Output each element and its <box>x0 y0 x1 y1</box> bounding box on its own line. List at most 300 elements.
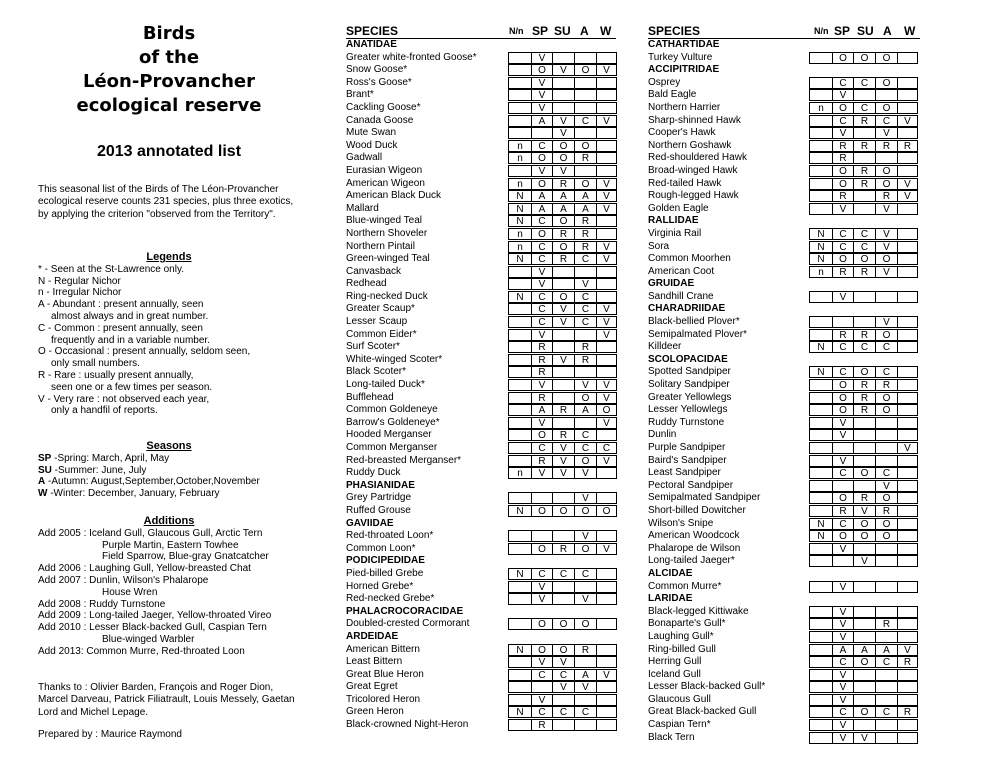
family-row <box>648 278 920 291</box>
status-cell <box>574 77 597 89</box>
family-name: PHALACROCORACIDAE <box>346 605 464 617</box>
species-row <box>346 467 616 480</box>
status-cell: R <box>531 341 553 353</box>
status-cell <box>897 77 918 89</box>
status-cell: V <box>531 77 553 89</box>
status-cell <box>596 467 617 479</box>
status-cell <box>875 719 898 731</box>
header-species: SPECIES <box>346 24 399 38</box>
species-row <box>648 127 920 140</box>
status-cell: V <box>596 455 617 467</box>
header-nn: N/n <box>814 26 829 36</box>
status-cell: V <box>832 203 854 215</box>
status-cell <box>508 115 532 127</box>
status-cell: V <box>596 303 617 315</box>
status-cell: O <box>531 543 553 555</box>
species-name: Common Eider* <box>346 328 417 340</box>
species-name: Broad-winged Hawk <box>648 164 738 176</box>
status-cell: V <box>832 631 854 643</box>
status-cell: V <box>531 165 553 177</box>
status-cell: R <box>853 266 876 278</box>
species-row <box>648 228 920 241</box>
status-cell <box>897 379 918 391</box>
status-cell: R <box>853 140 876 152</box>
additions-section <box>38 516 300 658</box>
family-row <box>346 631 616 644</box>
status-cell <box>552 581 575 593</box>
status-cell <box>853 631 876 643</box>
status-cell: V <box>596 379 617 391</box>
status-cell: V <box>552 64 575 76</box>
species-name: Cooper's Hawk <box>648 127 716 139</box>
species-row <box>346 291 616 304</box>
species-row <box>346 152 616 165</box>
status-cell <box>809 492 833 504</box>
status-cell: V <box>596 417 617 429</box>
status-cell: C <box>853 228 876 240</box>
season-code: SP <box>38 452 52 464</box>
status-cell: C <box>531 669 553 681</box>
species-row <box>346 64 616 77</box>
status-cell: C <box>531 241 553 253</box>
species-row <box>648 203 920 216</box>
species-name: Bald Eagle <box>648 89 697 101</box>
species-row <box>346 706 616 719</box>
status-cell: O <box>574 64 597 76</box>
status-cell: R <box>552 543 575 555</box>
status-cell <box>508 618 532 630</box>
species-row <box>346 656 616 669</box>
species-name: Iceland Gull <box>648 668 701 680</box>
status-cell: R <box>574 354 597 366</box>
addition-line: Add 2007 : Dunlin, Wilson's Phalarope <box>38 574 209 586</box>
status-cell <box>574 329 597 341</box>
species-row <box>346 203 616 216</box>
species-row <box>346 190 616 203</box>
status-cell <box>853 316 876 328</box>
status-cell <box>853 417 876 429</box>
status-cell <box>508 581 532 593</box>
status-cell <box>832 316 854 328</box>
status-cell <box>596 618 617 630</box>
status-cell <box>531 127 553 139</box>
status-cell: N <box>508 644 532 656</box>
status-cell <box>552 392 575 404</box>
status-cell: V <box>531 89 553 101</box>
species-row <box>648 392 920 405</box>
status-cell: O <box>531 228 553 240</box>
status-cell: R <box>897 656 918 668</box>
status-cell: O <box>832 404 854 416</box>
species-name: Lesser Yellowlegs <box>648 404 728 416</box>
status-cell: V <box>531 379 553 391</box>
status-cell: C <box>832 366 854 378</box>
status-cell: A <box>574 203 597 215</box>
status-cell: R <box>853 178 876 190</box>
status-cell: R <box>897 706 918 718</box>
status-cell: A <box>875 644 898 656</box>
status-cell: V <box>552 316 575 328</box>
species-name: Wilson's Snipe <box>648 517 714 529</box>
status-cell <box>596 581 617 593</box>
species-name: Northern Pintail <box>346 240 415 252</box>
status-cell: O <box>574 392 597 404</box>
status-cell <box>809 694 833 706</box>
status-cell <box>832 442 854 454</box>
status-cell: V <box>531 694 553 706</box>
status-cell <box>809 467 833 479</box>
status-cell: O <box>596 505 617 517</box>
status-cell: V <box>531 278 553 290</box>
status-cell <box>853 455 876 467</box>
status-cell <box>897 732 918 744</box>
status-cell: C <box>574 115 597 127</box>
table-header <box>346 24 616 39</box>
status-cell: N <box>809 518 833 530</box>
status-cell: n <box>508 140 532 152</box>
status-cell: N <box>809 241 833 253</box>
status-cell: R <box>832 190 854 202</box>
status-cell <box>508 341 532 353</box>
species-row <box>346 644 616 657</box>
species-name: Cackling Goose* <box>346 101 421 113</box>
status-cell <box>596 593 617 605</box>
species-name: Osprey <box>648 76 681 88</box>
status-cell: R <box>574 152 597 164</box>
species-row <box>648 190 920 203</box>
species-row <box>346 568 616 581</box>
seasons-heading: Seasons <box>146 440 192 452</box>
species-row <box>648 152 920 165</box>
species-row <box>346 52 616 65</box>
legend-line: A - Abundant : present annually, seen <box>38 299 204 311</box>
status-cell: R <box>853 115 876 127</box>
species-row <box>346 681 616 694</box>
status-cell <box>809 392 833 404</box>
status-cell: C <box>832 115 854 127</box>
status-cell <box>508 530 532 542</box>
header-sp: SP <box>834 24 851 38</box>
species-name: Greater Yellowlegs <box>648 391 732 403</box>
addition-line: Add 2005 : Iceland Gull, Glaucous Gull, Arctic Tern <box>38 527 263 539</box>
status-cell: V <box>832 606 854 618</box>
species-name: American Woodcock <box>648 530 740 542</box>
status-cell <box>596 706 617 718</box>
status-cell <box>508 656 532 668</box>
status-cell <box>897 492 918 504</box>
species-row <box>648 555 920 568</box>
species-row <box>648 467 920 480</box>
status-cell <box>875 606 898 618</box>
species-name: Northern Goshawk <box>648 139 732 151</box>
species-row <box>648 379 920 392</box>
species-name: Red-necked Grebe* <box>346 593 435 605</box>
status-cell: C <box>875 706 898 718</box>
species-row <box>648 455 920 468</box>
seasons-section <box>38 441 300 500</box>
species-name: Baird's Sandpiper <box>648 454 727 466</box>
species-row <box>346 719 616 732</box>
status-cell: R <box>875 379 898 391</box>
species-name: Wood Duck <box>346 139 398 151</box>
status-cell: V <box>596 329 617 341</box>
legends-list <box>38 264 300 417</box>
species-row <box>346 492 616 505</box>
status-cell <box>875 694 898 706</box>
additions-heading: Additions <box>143 515 195 527</box>
status-cell <box>897 518 918 530</box>
species-name: Great Black-backed Gull <box>648 706 757 718</box>
status-cell: R <box>853 165 876 177</box>
status-cell <box>596 215 617 227</box>
status-cell <box>809 581 833 593</box>
status-cell: C <box>574 706 597 718</box>
status-cell: V <box>552 127 575 139</box>
species-row <box>346 379 616 392</box>
species-name: Sandhill Crane <box>648 290 714 302</box>
status-cell <box>596 656 617 668</box>
status-cell: O <box>832 165 854 177</box>
status-cell: N <box>809 253 833 265</box>
intro-paragraph: This seasonal list of the Birds of The Léon-Provancher ecological reserve counts 231 species, plus three exotics, by applying the criterion "observed from the Territory". <box>38 184 294 220</box>
addition-line: Blue-winged Warbler <box>102 633 195 645</box>
family-row <box>648 64 920 77</box>
species-name: Pectoral Sandpiper <box>648 479 734 491</box>
seasons-list <box>38 453 300 500</box>
species-row <box>648 505 920 518</box>
status-cell <box>809 606 833 618</box>
status-cell: V <box>552 165 575 177</box>
species-name: Doubled-crested Cormorant <box>346 618 470 630</box>
species-row <box>648 581 920 594</box>
status-cell: O <box>531 178 553 190</box>
status-cell: N <box>508 190 532 202</box>
species-row <box>346 341 616 354</box>
status-cell <box>574 266 597 278</box>
status-cell: V <box>897 115 918 127</box>
status-cell <box>596 530 617 542</box>
species-name: Bonaparte's Gull* <box>648 618 726 630</box>
status-cell: R <box>531 719 553 731</box>
species-name: Barrow's Goldeneye* <box>346 416 440 428</box>
status-cell <box>897 404 918 416</box>
legend-line: V - Very rare : not observed each year, <box>38 393 210 405</box>
status-cell: R <box>552 253 575 265</box>
family-name: SCOLOPACIDAE <box>648 353 728 365</box>
species-name: Surf Scoter* <box>346 341 400 353</box>
status-cell <box>809 89 833 101</box>
status-cell <box>832 480 854 492</box>
species-name: Turkey Vulture <box>648 51 713 63</box>
species-row <box>648 631 920 644</box>
family-name: CHARADRIIDAE <box>648 303 726 315</box>
status-cell <box>809 165 833 177</box>
status-cell: C <box>875 366 898 378</box>
species-name: Red-tailed Hawk <box>648 177 722 189</box>
status-cell: N <box>508 215 532 227</box>
status-cell <box>552 329 575 341</box>
status-cell <box>552 52 575 64</box>
species-name: American Bittern <box>346 643 420 655</box>
status-cell: C <box>531 568 553 580</box>
status-cell <box>809 52 833 64</box>
status-cell: O <box>853 253 876 265</box>
status-cell: C <box>832 228 854 240</box>
status-cell: V <box>574 593 597 605</box>
family-row <box>648 568 920 581</box>
family-row <box>346 555 616 568</box>
species-name: Pied-billed Grebe <box>346 567 424 579</box>
species-name: Northern Shoveler <box>346 227 428 239</box>
status-cell: V <box>574 379 597 391</box>
species-name: Semipalmated Sandpiper <box>648 492 761 504</box>
status-cell: C <box>574 429 597 441</box>
status-cell: R <box>853 392 876 404</box>
status-cell: n <box>508 241 532 253</box>
species-name: Eurasian Wigeon <box>346 164 423 176</box>
status-cell: R <box>897 140 918 152</box>
status-cell: O <box>574 455 597 467</box>
status-cell <box>897 89 918 101</box>
season-line <box>38 488 300 500</box>
status-cell <box>508 593 532 605</box>
status-cell <box>596 341 617 353</box>
status-cell: R <box>853 492 876 504</box>
status-cell: R <box>832 505 854 517</box>
season-code: A <box>38 476 46 488</box>
species-name: Semipalmated Plover* <box>648 328 747 340</box>
status-cell: O <box>875 404 898 416</box>
status-cell <box>897 266 918 278</box>
status-cell: O <box>832 530 854 542</box>
status-cell <box>875 455 898 467</box>
species-name: Black Scoter* <box>346 366 407 378</box>
status-cell: C <box>832 341 854 353</box>
status-cell: C <box>832 467 854 479</box>
status-cell: C <box>853 341 876 353</box>
family-row <box>648 215 920 228</box>
status-cell <box>853 127 876 139</box>
status-cell <box>875 417 898 429</box>
species-row <box>346 404 616 417</box>
status-cell: N <box>809 530 833 542</box>
species-name: Killdeer <box>648 341 682 353</box>
species-row <box>346 455 616 468</box>
status-cell: R <box>531 354 553 366</box>
season-desc: -Winter: December, January, February <box>47 488 220 500</box>
status-cell: C <box>531 140 553 152</box>
header-su: SU <box>554 24 571 38</box>
status-cell: V <box>832 581 854 593</box>
status-cell <box>875 669 898 681</box>
status-cell: V <box>897 442 918 454</box>
species-name: Mallard <box>346 202 379 214</box>
status-cell <box>596 266 617 278</box>
family-name: PODICIPEDIDAE <box>346 555 425 567</box>
status-cell <box>809 316 833 328</box>
status-cell: O <box>875 77 898 89</box>
status-cell: O <box>574 505 597 517</box>
status-cell: O <box>853 52 876 64</box>
species-row <box>346 266 616 279</box>
species-row <box>648 492 920 505</box>
species-name: Solitary Sandpiper <box>648 379 730 391</box>
family-row <box>346 39 616 52</box>
status-cell: V <box>574 467 597 479</box>
status-cell: V <box>596 203 617 215</box>
status-cell <box>508 64 532 76</box>
species-row <box>648 669 920 682</box>
species-name: Phalarope de Wilson <box>648 542 741 554</box>
species-name: Redhead <box>346 278 387 290</box>
status-cell: O <box>574 140 597 152</box>
status-cell <box>897 719 918 731</box>
status-cell: O <box>832 379 854 391</box>
status-cell <box>875 442 898 454</box>
addition-line: Purple Martin, Eastern Towhee <box>102 539 239 551</box>
status-cell: O <box>875 492 898 504</box>
species-name: Red-throated Loon* <box>346 530 434 542</box>
status-cell <box>574 656 597 668</box>
status-cell <box>574 165 597 177</box>
status-cell: C <box>875 467 898 479</box>
header-w: W <box>904 24 916 38</box>
species-name: Virginia Rail <box>648 227 702 239</box>
status-cell <box>809 291 833 303</box>
status-cell: R <box>552 178 575 190</box>
status-cell <box>809 543 833 555</box>
status-cell <box>875 543 898 555</box>
family-name: CATHARTIDAE <box>648 39 720 50</box>
species-row <box>648 329 920 342</box>
status-cell: O <box>853 706 876 718</box>
season-code: W <box>38 488 48 500</box>
species-row <box>648 606 920 619</box>
species-name: Common Moorhen <box>648 253 731 265</box>
status-cell: N <box>809 341 833 353</box>
title-line: ecological reserve <box>76 95 262 116</box>
status-cell: V <box>531 656 553 668</box>
species-row <box>648 429 920 442</box>
status-cell: A <box>574 669 597 681</box>
status-cell <box>809 203 833 215</box>
header-w: W <box>600 24 612 38</box>
header-nn: N/n <box>509 26 524 36</box>
status-cell <box>897 392 918 404</box>
species-name: Golden Eagle <box>648 202 709 214</box>
status-cell: N <box>508 505 532 517</box>
status-cell <box>596 366 617 378</box>
species-row <box>346 178 616 191</box>
status-cell <box>552 77 575 89</box>
status-cell: O <box>853 656 876 668</box>
status-cell: R <box>832 152 854 164</box>
species-row <box>346 316 616 329</box>
species-row <box>346 392 616 405</box>
status-cell: V <box>531 52 553 64</box>
species-name: Black-crowned Night-Heron <box>346 719 469 731</box>
status-cell: C <box>531 706 553 718</box>
status-cell: V <box>596 64 617 76</box>
family-row <box>648 39 920 52</box>
status-cell: O <box>875 530 898 542</box>
addition-line: Add 2009 : Long-tailed Jaeger, Yellow-throated Vireo <box>38 610 272 622</box>
status-cell: n <box>809 102 833 114</box>
status-cell <box>897 241 918 253</box>
status-cell <box>596 681 617 693</box>
status-cell <box>596 644 617 656</box>
status-cell <box>552 366 575 378</box>
